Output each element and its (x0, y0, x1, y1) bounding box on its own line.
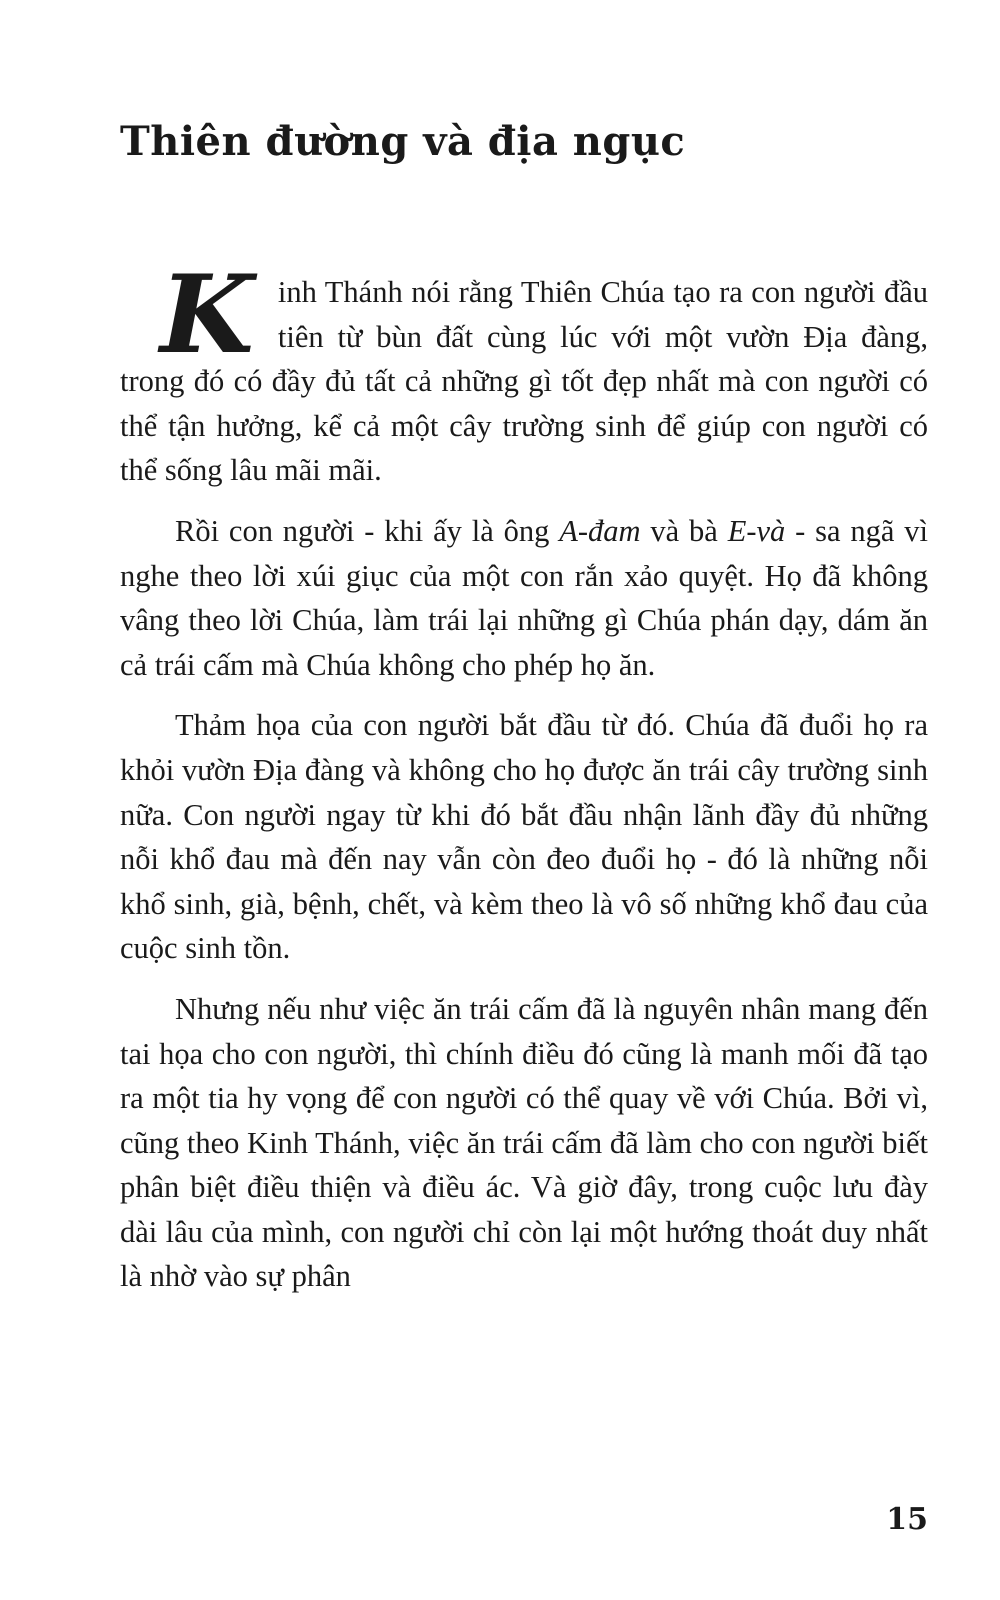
drop-cap-letter: K (160, 252, 254, 378)
paragraph-4 (120, 987, 928, 1299)
book-page (120, 0, 928, 1600)
page-number: 15 (886, 1502, 928, 1537)
paragraph-3 (120, 703, 928, 971)
paragraph-1 (120, 252, 928, 493)
paragraph-2-text-after: - sa ngã vì nghe theo lời xúi giục của một con rắn xảo quyệt. Họ đã không vâng theo lời Chúa, làm trái lại những gì Chúa phán dạy, dám ăn cả trái cấm mà Chúa không cho phép họ ăn. (120, 513, 929, 682)
chapter-body (120, 252, 929, 1315)
paragraph-3-text: Thảm họa của con người bắt đầu từ đó. Chúa đã đuổi họ ra khỏi vườn Địa đàng và không cho họ được ăn trái cây trường sinh nữa. Con người ngay từ khi đó bắt đầu nhận lãnh đầy đủ những nỗi khổ đau mà đến nay vẫn còn đeo đuổi họ - đó là những nỗi khổ sinh, già, bệnh, chết, và kèm theo là vô số những khổ đau của cuộc sinh tồn. (120, 708, 928, 966)
name-eve: E-và (727, 513, 786, 548)
name-adam: A-đam (559, 513, 641, 548)
paragraph-2-text-before: Rồi con người - khi ấy là ông (175, 513, 560, 548)
paragraph-2-text-middle: và bà (640, 513, 728, 548)
chapter-title: Thiên đường và địa ngục (120, 118, 686, 165)
paragraph-2 (120, 509, 928, 687)
paragraph-4-text: Nhưng nếu như việc ăn trái cấm đã là nguyên nhân mang đến tai họa cho con người, thì chính điều đó cũng là manh mối đã tạo ra một tia hy vọng để con người có thể quay về với Chúa. Bởi vì, cũng theo Kinh Thánh, việc ăn trái cấm đã làm cho con người biết phân biệt điều thiện và điều ác. Và giờ đây, trong cuộc lưu đày dài lâu của mình, con người chỉ còn lại một hướng thoát duy nhất là nhờ vào sự phân (120, 991, 928, 1294)
paragraph-1-text: inh Thánh nói rằng Thiên Chúa tạo ra con người đầu tiên từ bùn đất cùng lúc với một vườn Địa đàng, trong đó có đầy đủ tất cả những gì tốt đẹp nhất mà con người có thể tận hưởng, kể cả một cây trường sinh để giúp con người có thể sống lâu mãi mãi. (120, 275, 928, 488)
